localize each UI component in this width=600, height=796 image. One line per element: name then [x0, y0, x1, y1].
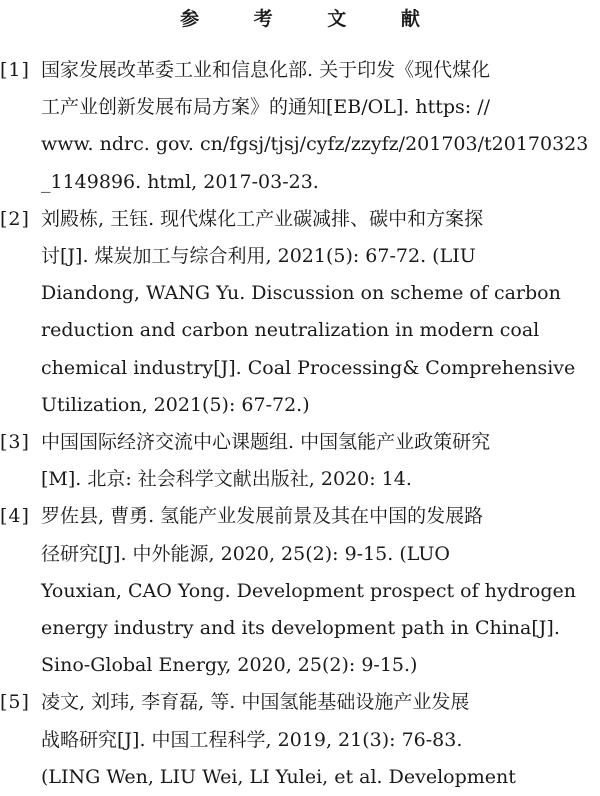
- reference-item: [0, 424, 600, 498]
- reference-item: [0, 52, 600, 201]
- reference-text: 中国国际经济交流中心课题组. 中国氢能产业政策研究 [M]. 北京: 社会科学文献出版社, 2020: 14.: [41, 431, 491, 491]
- reference-number: [5]: [0, 691, 30, 714]
- reference-number: [4]: [0, 505, 30, 528]
- reference-item: [0, 201, 600, 424]
- reference-text: 刘殿栋, 王钰. 现代煤化工产业碳减排、碳中和方案探 讨[J]. 煤炭加工与综合利用, 2021(5): 67-72. (LIU Diandong, WANG Yu. Discussion on scheme of carbon reduction and carbon neutralization in modern coal chemical industry[J]. Coal Processing& Comprehensive Utilization, 2021(5): 67-72.): [41, 207, 576, 416]
- reference-text: 国家发展改革委工业和信息化部. 关于印发《现代煤化 工产业创新发展布局方案》的通知[EB/OL]. https: // www. ndrc. gov. cn/fgsj/tjsj/cyfz/zzyfz/201703/t20170323 _1149896. html, 2017-03-23.: [41, 59, 589, 193]
- references-heading: 参 考 文 献: [180, 8, 444, 30]
- reference-text: 罗佐县, 曹勇. 氢能产业发展前景及其在中国的发展路 径研究[J]. 中外能源, 2020, 25(2): 9-15. (LUO Youxian, CAO Yong. Development prospect of hydrogen energy industry and its development path in China[J]. Sino-Global Energy, 2020, 25(2): 9-15.): [41, 505, 576, 677]
- reference-number: [3]: [0, 431, 30, 454]
- reference-number: [2]: [0, 207, 30, 230]
- reference-text: 凌文, 刘玮, 李育磊, 等. 中国氢能基础设施产业发展 战略研究[J]. 中国工程科学, 2019, 21(3): 76-83. (LING Wen, LIU Wei, LI Yulei, et al. Development: [41, 691, 516, 788]
- reference-item: [0, 498, 600, 684]
- reference-item: [0, 684, 600, 796]
- reference-list: [0, 52, 600, 796]
- reference-number: [1]: [0, 59, 30, 81]
